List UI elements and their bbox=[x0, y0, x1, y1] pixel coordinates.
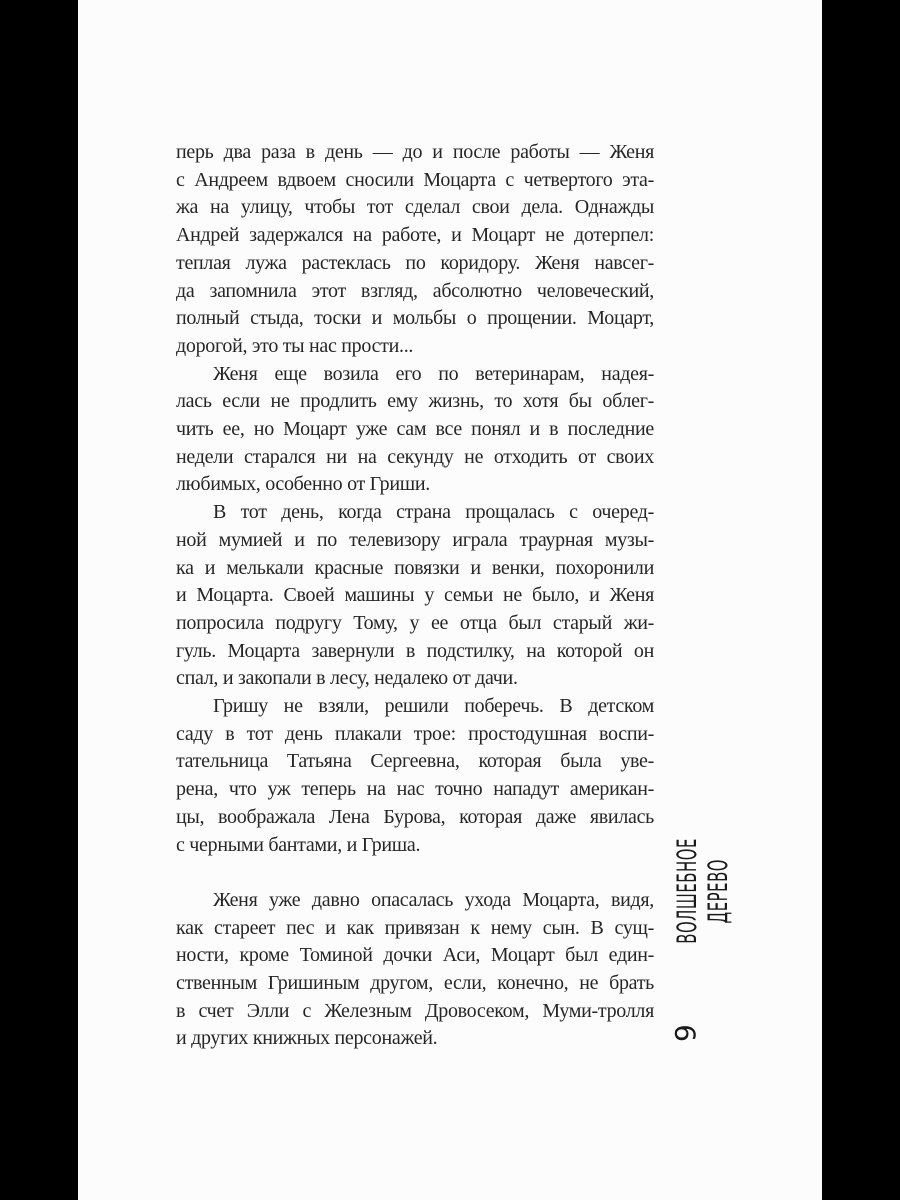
running-title-vertical: ВОЛШЕБНОЕ ДЕРЕВО bbox=[672, 838, 734, 944]
paragraph bbox=[176, 693, 654, 859]
paragraph bbox=[176, 499, 654, 693]
text-line: любимых, особенно от Гриши. bbox=[176, 473, 430, 496]
text-line: лась если не продлить ему жизнь, то хотя бы облег- bbox=[176, 390, 654, 413]
paragraph bbox=[176, 139, 654, 361]
text-line: попросила подругу Тому, у ее отца был старый жи- bbox=[176, 611, 654, 634]
text-line: в счет Элли с Железным Дровосеком, Муми-тролля bbox=[176, 999, 654, 1022]
text-line: В тот день, когда страна прощалась с очеред- bbox=[213, 501, 654, 524]
text-line: полный стыда, тоски и мольбы о прощении. Моцарт, bbox=[176, 307, 654, 330]
text-line: жа на улицу, чтобы тот сделал свои дела. Однажды bbox=[176, 196, 654, 219]
text-line: Гришу не взяли, решили поберечь. В детском bbox=[213, 695, 654, 718]
page-number: 9 bbox=[669, 1024, 702, 1042]
text-line: и других книжных персонажей. bbox=[176, 1027, 438, 1050]
text-line: с черными бантами, и Гриша. bbox=[176, 833, 421, 856]
text-line: Андрей задержался на работе, и Моцарт не дотерпел: bbox=[176, 224, 654, 247]
text-line: ственным Гришиным другом, если, конечно, не брать bbox=[176, 972, 654, 995]
text-line: Женя еще возила его по ветеринарам, надея- bbox=[213, 362, 654, 385]
text-line: чить ее, но Моцарт уже сам все понял и в последние bbox=[176, 418, 654, 441]
body-text-block bbox=[176, 139, 654, 1053]
text-line: спал, и закопали в лесу, недалеко от дачи. bbox=[176, 667, 518, 690]
text-line: да запомнила этот взгляд, абсолютно человеческий, bbox=[176, 279, 654, 302]
paragraph bbox=[176, 361, 654, 500]
book-page bbox=[78, 0, 822, 1200]
text-line: и Моцарта. Своей машины у семьи не было, и Женя bbox=[176, 584, 654, 607]
text-line: саду в тот день плакали трое: простодушная воспи- bbox=[176, 722, 654, 745]
text-line: перь два раза в день — до и после работы — Женя bbox=[176, 141, 654, 163]
text-line: гуль. Моцарта завернули в подстилку, на которой он bbox=[176, 639, 654, 662]
text-line: ка и мелькали красные повязки и венки, похоронили bbox=[176, 556, 654, 579]
text-line: как стареет пес и как привязан к нему сын. В сущ- bbox=[176, 916, 654, 939]
text-line: ности, кроме Томиной дочки Аси, Моцарт был един- bbox=[176, 944, 654, 967]
text-line: тательница Татьяна Сергеевна, которая была уве- bbox=[176, 750, 654, 773]
text-line: цы, воображала Лена Бурова, которая даже явилась bbox=[176, 805, 654, 828]
left-black-bar bbox=[0, 0, 78, 1200]
paragraph bbox=[176, 887, 654, 1053]
text-line: с Андреем вдвоем сносили Моцарта с четвертого эта- bbox=[176, 168, 654, 191]
text-line: ной мумией и по телевизору играла траурная музы- bbox=[176, 528, 654, 551]
text-line: рена, что уж теперь на нас точно нападут американ- bbox=[176, 778, 654, 801]
text-line: теплая лужа растеклась по коридору. Женя навсег- bbox=[176, 251, 654, 274]
text-line: дорогой, это ты нас прости... bbox=[176, 334, 414, 357]
right-black-bar bbox=[822, 0, 900, 1200]
text-line: Женя уже давно опасалась ухода Моцарта, видя, bbox=[213, 888, 654, 911]
text-line: недели старался ни на секунду не отходить от своих bbox=[176, 445, 654, 468]
